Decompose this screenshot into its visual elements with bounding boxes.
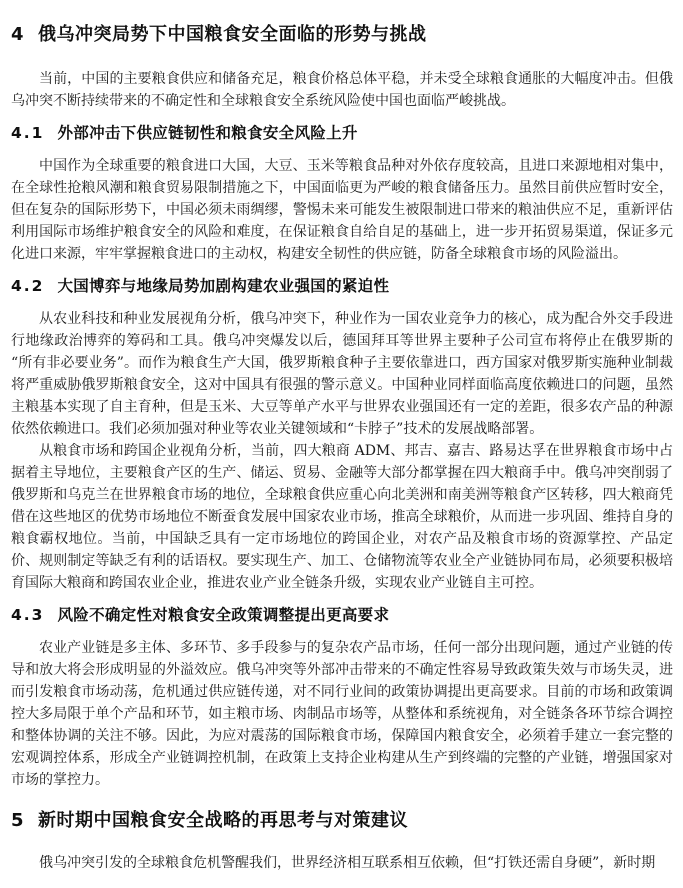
section-4-intro-paragraph: 当前，中国的主要粮食供应和储备充足，粮食价格总体平稳，并未受全球粮食通胀的大幅度冲击。但俄乌冲突不断持续带来的不确定性和全球粮食安全系统风险使中国也面临严峻挑战。	[11, 71, 673, 109]
section-4-title: 俄乌冲突局势下中国粮食安全面临的形势与挑战	[38, 24, 427, 45]
subsection-4-1-title: 外部冲击下供应链韧性和粮食安全风险上升	[57, 124, 358, 142]
subsection-4-3-heading	[11, 604, 673, 626]
subsection-4-3-title: 风险不确定性对粮食安全政策调整提出更高要求	[57, 606, 390, 624]
section-4-heading	[11, 22, 673, 47]
subsection-4-1-paragraph: 中国作为全球重要的粮食进口大国，大豆、玉米等粮食品种对外依存度较高，且进口来源地相对集中，在全球性抢粮风潮和粮食贸易限制措施之下，中国面临更为严峻的粮食储备压力。虽然目前供应暂时安全，但在复杂的国际形势下，中国必须未雨绸缪，警惕未来可能发生被限制进口带来的粮油供应不足，重新评估利用国际市场维护粮食安全的风险和难度，在保证粮食自给自足的基础上，进一步开拓贸易渠道，保证多元化进口来源，牢牢掌握粮食进口的主动权，构建安全韧性的供应链，防备全球粮食市场的风险溢出。	[11, 158, 673, 262]
subsection-4-2-paragraph-2: 从粮食市场和跨国企业视角分析，当前，四大粮商 ADM、邦吉、嘉吉、路易达孚在世界粮食市场中占据着主导地位，主要粮食产区的生产、储运、贸易、金融等大部分都掌握在四大粮商手中。俄乌冲突削弱了俄罗斯和乌克兰在世界粮食市场的地位，全球粮食供应重心向北美洲和南美洲等粮食产区转移，四大粮商凭借在这些地区的优势市场地位不断蚕食发展中国家农业市场，推高全球粮价，从而进一步巩固、维持自身的粮食霸权地位。当前，中国缺乏具有一定市场地位的跨国企业，对农产品及粮食市场的资源掌控、产品定价、规则制定等缺乏有利的话语权。要实现生产、加工、仓储物流等农业全产业链协同布局，必须要积极培育国际大粮商和跨国农业企业，推进农业产业全链条升级，实现农业产业链自主可控。	[11, 443, 673, 591]
subsection-4-3-paragraph: 农业产业链是多主体、多环节、多手段参与的复杂农产品市场，任何一部分出现问题，通过产业链的传导和放大将会形成明显的外溢效应。俄乌冲突等外部冲击带来的不确定性容易导致政策失效与市场失灵，进而引发粮食市场动荡，危机通过供应链传递，对不同行业间的政策协调提出更高要求。目前的市场和政策调控大多局限于单个产品和环节，如主粮市场、肉制品市场等，从整体和系统视角，对全链条各环节综合调控和整体协调的关注不够。因此，为应对震荡的国际粮食市场，保障国内粮食安全，必须着手建立一套完整的宏观调控体系，形成全产业链调控机制，在政策上支持企业构建从生产到终端的完整的产业链，增强国家对市场的掌控力。	[11, 640, 673, 788]
section-5-heading	[11, 808, 673, 833]
subsection-4-2-title: 大国博弈与地缘局势加剧构建农业强国的紧迫性	[57, 277, 390, 295]
section-5-number: 5	[11, 810, 25, 831]
subsection-4-2-paragraph-1: 从农业科技和种业发展视角分析，俄乌冲突下，种业作为一国农业竞争力的核心，成为配合外交手段进行地缘政治博弈的筹码和工具。俄乌冲突爆发以后，德国拜耳等世界主要种子公司宣布将停止在俄罗斯的“所有非必要业务”。而作为粮食生产大国，俄罗斯粮食种子主要依靠进口，西方国家对俄罗斯实施种业制裁将严重威胁俄罗斯粮食安全，这对中国具有很强的警示意义。中国种业同样面临高度依赖进口的问题，虽然主粮基本实现了自主育种，但是玉米、大豆等单产水平与世界农业强国还有一定的差距，很多农产品的种源依然依赖进口。我们必须加强对种业等农业关键领域和“卡脖子”技术的发展战略部署。	[11, 311, 673, 437]
subsection-4-2-heading	[11, 275, 673, 297]
subsection-4-3-number: 4.3	[11, 606, 45, 624]
subsection-4-2-number: 4.2	[11, 277, 45, 295]
section-5-title: 新时期中国粮食安全战略的再思考与对策建议	[38, 810, 409, 831]
subsection-4-1-number: 4.1	[11, 124, 45, 142]
section-5-paragraph: 俄乌冲突引发的全球粮食危机警醒我们，世界经济相互联系相互依赖，但“打铁还需自身硬”，新时期	[39, 855, 656, 871]
subsection-4-1-heading	[11, 122, 673, 144]
section-4-number: 4	[11, 24, 25, 45]
